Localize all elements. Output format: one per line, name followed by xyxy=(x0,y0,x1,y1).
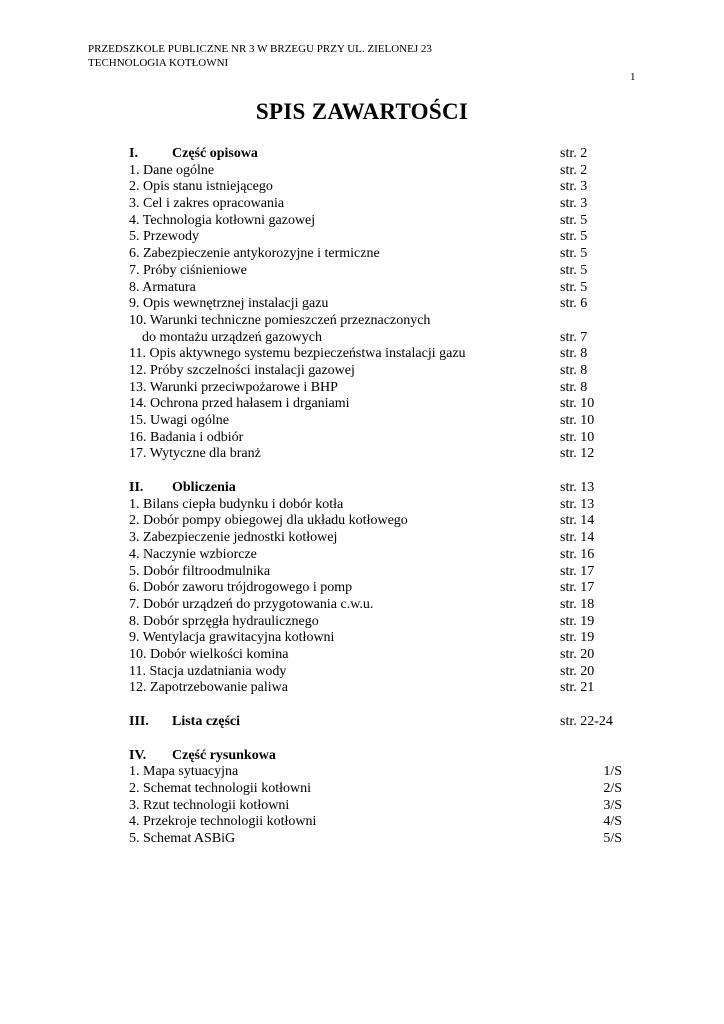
section-number: II. xyxy=(129,480,144,496)
toc-entry-title: 3. Rzut technologii kotłowni xyxy=(129,797,290,813)
section-spacer xyxy=(129,463,629,480)
section-page-ref: str. 22-24 xyxy=(560,714,613,729)
toc-entry-page-ref: str. 5 xyxy=(560,212,588,228)
toc-entry-title: 5. Dobór filtroodmulnika xyxy=(129,563,271,579)
toc-entry-title: 9. Wentylacja grawitacyjna kotłowni xyxy=(129,630,335,646)
toc-entry xyxy=(129,597,629,614)
toc-entry-page-ref: 1/S xyxy=(603,764,622,780)
toc-entry xyxy=(129,296,629,313)
toc-entry xyxy=(129,831,629,848)
toc-entry xyxy=(129,263,629,280)
toc-entry xyxy=(129,764,629,781)
document-header xyxy=(88,42,432,70)
toc-entry xyxy=(129,163,629,180)
toc-entry-title: 6. Dobór zaworu trójdrogowego i pomp xyxy=(129,580,353,596)
toc-entry-title: 8. Dobór sprzęgła hydraulicznego xyxy=(129,613,319,629)
toc-entry-title: 6. Zabezpieczenie antykorozyjne i termiczne xyxy=(129,246,380,262)
toc-entry-title: 3. Cel i zakres opracowania xyxy=(129,196,285,212)
section-spacer xyxy=(129,731,629,748)
toc-entry xyxy=(129,380,629,397)
toc-entry-page-ref: 3/S xyxy=(603,797,622,813)
toc-entry xyxy=(129,781,629,798)
toc-entry xyxy=(129,530,629,547)
toc-entry-title: 7. Dobór urządzeń do przygotowania c.w.u. xyxy=(129,596,374,612)
toc-entry-page-ref: str. 17 xyxy=(560,563,595,579)
toc-entry xyxy=(129,664,629,681)
toc-entry-page-ref: str. 14 xyxy=(560,530,595,546)
toc-entry xyxy=(129,446,629,463)
toc-entry xyxy=(129,196,629,213)
toc-entry-title: 5. Schemat ASBiG xyxy=(129,831,236,847)
toc-entry-page-ref: str. 3 xyxy=(560,196,588,212)
toc-section-heading xyxy=(129,480,629,497)
toc-entry xyxy=(129,547,629,564)
section-number: I. xyxy=(129,146,138,161)
toc-entry-title: 8. Armatura xyxy=(129,279,196,295)
toc-entry-page-ref: str. 18 xyxy=(560,596,595,612)
toc-entry xyxy=(129,580,629,597)
section-page-ref: str. 13 xyxy=(560,480,595,496)
toc-entry-page-ref: 2/S xyxy=(603,781,622,797)
toc-entry-page-ref: str. 19 xyxy=(560,630,595,646)
toc-entry xyxy=(129,513,629,530)
toc-entry-page-ref: str. 3 xyxy=(560,179,588,195)
toc-entry-page-ref: str. 5 xyxy=(560,246,588,262)
page-number: 1 xyxy=(630,71,636,83)
toc-entry-title: 5. Przewody xyxy=(129,229,199,245)
section-number: IV. xyxy=(129,747,147,763)
toc-entry xyxy=(129,430,629,447)
toc-entry xyxy=(129,179,629,196)
section-title: Obliczenia xyxy=(172,480,236,496)
toc-entry-title: 11. Stacja uzdatniania wody xyxy=(129,663,287,679)
toc-entry-title: 9. Opis wewnętrznej instalacji gazu xyxy=(129,296,329,312)
toc-entry-title: 7. Próby ciśnieniowe xyxy=(129,262,247,278)
toc-entry xyxy=(129,814,629,831)
toc-entry-page-ref: str. 16 xyxy=(560,546,595,562)
toc-entry-page-ref: str. 8 xyxy=(560,379,588,395)
toc-entry-page-ref: str. 21 xyxy=(560,680,595,696)
header-line-2: TECHNOLOGIA KOTŁOWNI xyxy=(88,57,229,69)
toc-entry-page-ref: str. 13 xyxy=(560,496,595,512)
toc-section-heading xyxy=(129,748,629,765)
section-number: III. xyxy=(129,714,149,729)
toc-entry-page-ref: str. 6 xyxy=(560,296,588,312)
toc-entry-page-ref: str. 12 xyxy=(560,446,595,462)
toc-entry-title: 4. Przekroje technologii kotłowni xyxy=(129,814,317,830)
toc-section-heading xyxy=(129,714,629,731)
toc-entry-title: 1. Dane ogólne xyxy=(129,162,215,178)
toc-entry-title: 17. Wytyczne dla branż xyxy=(129,446,261,462)
toc-entry-page-ref: str. 8 xyxy=(560,346,588,362)
toc-entry-title: 1. Bilans ciepła budynku i dobór kotła xyxy=(129,496,344,512)
toc-entry-title: 4. Naczynie wzbiorcze xyxy=(129,546,257,562)
toc-entry xyxy=(129,330,629,347)
toc-entry xyxy=(129,564,629,581)
section-title: Część opisowa xyxy=(172,146,258,161)
toc-entry-page-ref: str. 20 xyxy=(560,663,595,679)
toc-entry-page-ref: str. 8 xyxy=(560,362,588,378)
section-title: Część rysunkowa xyxy=(172,747,276,763)
toc-entry xyxy=(129,798,629,815)
toc-entry xyxy=(129,213,629,230)
toc-entry-title: 16. Badania i odbiór xyxy=(129,429,244,445)
toc-entry xyxy=(129,413,629,430)
section-spacer xyxy=(129,697,629,714)
toc-entry-title: 1. Mapa sytuacyjna xyxy=(129,764,239,780)
toc-entry-title: 3. Zabezpieczenie jednostki kotłowej xyxy=(129,530,338,546)
toc-entry-title: 13. Warunki przeciwpożarowe i BHP xyxy=(129,379,338,395)
toc-entry-page-ref: str. 17 xyxy=(560,580,595,596)
toc-entry-title: 2. Dobór pompy obiegowej dla układu kotłowego xyxy=(129,513,408,529)
page-title: SPIS ZAWARTOŚCI xyxy=(255,99,469,124)
toc-entry-title: 2. Schemat technologii kotłowni xyxy=(129,781,311,797)
toc-entry xyxy=(129,313,629,330)
toc-entry-page-ref: str. 19 xyxy=(560,613,595,629)
toc-entry xyxy=(129,630,629,647)
toc-entry xyxy=(129,396,629,413)
toc-entry xyxy=(129,497,629,514)
toc-entry-page-ref: str. 5 xyxy=(560,229,588,245)
toc-entry-page-ref: 5/S xyxy=(603,831,622,847)
toc-entry xyxy=(129,614,629,631)
toc-entry-page-ref: str. 14 xyxy=(560,513,595,529)
toc-entry-title: 10. Dobór wielkości komina xyxy=(129,646,289,662)
toc-entry-page-ref: str. 20 xyxy=(560,646,595,662)
toc-entry-title: 11. Opis aktywnego systemu bezpieczeństwa instalacji gazu xyxy=(129,346,466,362)
toc-entry-page-ref: str. 10 xyxy=(560,413,595,428)
toc-entry xyxy=(129,346,629,363)
toc-entry xyxy=(129,229,629,246)
toc-entry-page-ref: str. 2 xyxy=(560,162,588,178)
toc-entry xyxy=(129,680,629,697)
section-title: Lista części xyxy=(172,714,241,729)
toc-entry-title: 2. Opis stanu istniejącego xyxy=(129,179,273,195)
toc-entry-page-ref: str. 5 xyxy=(560,279,588,295)
toc-entry-title: 14. Ochrona przed hałasem i drganiami xyxy=(129,396,350,412)
toc-entry-page-ref: 4/S xyxy=(603,814,622,830)
toc-entry-title: 15. Uwagi ogólne xyxy=(129,413,229,428)
toc-entry-page-ref: str. 10 xyxy=(560,396,595,412)
header-line-1: PRZEDSZKOLE PUBLICZNE NR 3 W BRZEGU PRZY UL. ZIELONEJ 23 xyxy=(88,43,432,55)
toc-entry-title: 12. Zapotrzebowanie paliwa xyxy=(129,680,288,696)
toc-entry-title: do montażu urządzeń gazowych xyxy=(142,329,322,345)
toc-entry xyxy=(129,363,629,380)
toc-entry-page-ref: str. 5 xyxy=(560,262,588,278)
toc-entry-page-ref: str. 7 xyxy=(560,329,588,345)
toc-entry xyxy=(129,246,629,263)
toc-entry-title: 10. Warunki techniczne pomieszczeń przeznaczonych xyxy=(129,312,431,328)
table-of-contents xyxy=(129,146,629,848)
toc-entry-page-ref: str. 10 xyxy=(560,429,595,445)
toc-entry xyxy=(129,280,629,297)
section-page-ref: str. 2 xyxy=(560,146,588,161)
toc-entry-title: 4. Technologia kotłowni gazowej xyxy=(129,212,316,228)
toc-entry xyxy=(129,647,629,664)
toc-entry-title: 12. Próby szczelności instalacji gazowej xyxy=(129,362,355,378)
toc-section-heading xyxy=(129,146,629,163)
